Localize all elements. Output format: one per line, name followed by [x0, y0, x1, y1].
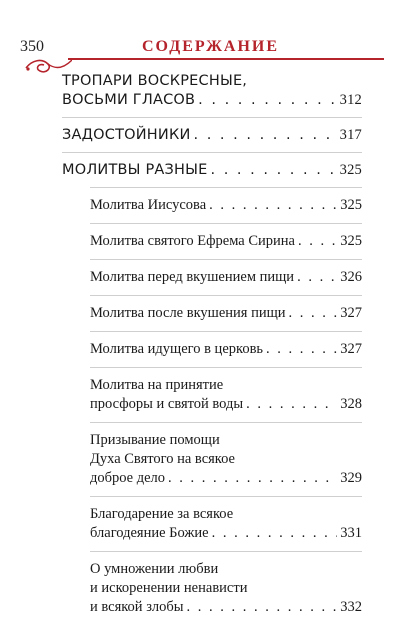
- dot-leader: [198, 91, 336, 110]
- toc-entry-title-line: Благодарение за всякое: [90, 506, 234, 522]
- toc-entry-title-line: просфоры и святой воды: [90, 396, 244, 412]
- toc-entry-title-line: Молитва идущего в церковь: [90, 341, 264, 357]
- toc-page-number: 331: [340, 525, 362, 541]
- toc-entry-title-line: О умножении любви: [90, 561, 219, 577]
- toc-entry-title-line: ТРОПАРИ ВОСКРЕСНЫЕ,: [62, 73, 248, 89]
- entry-divider: [62, 152, 362, 153]
- toc-entry-title-line: Молитва на принятие: [90, 377, 224, 393]
- toc-entry-title-line: Молитва святого Ефрема Сирина: [90, 233, 295, 249]
- toc-entry-title-line: Духа Святого на всякое: [90, 451, 235, 467]
- toc-entry-row: [90, 196, 362, 215]
- toc-entry-title-line: и всякой злобы: [90, 599, 184, 615]
- toc-entry: [62, 304, 362, 331]
- toc-entry: [62, 268, 362, 295]
- toc-entry-title-line: доброе дело: [90, 470, 166, 486]
- dot-leader: [209, 196, 337, 215]
- toc-entry-title-line: Молитва Иисусова: [90, 197, 207, 213]
- toc-entry: [62, 126, 362, 152]
- toc-entry-row: [90, 469, 362, 488]
- toc-page-number: 325: [340, 233, 362, 249]
- toc-entry-title-line: Молитва перед вкушением пищи: [90, 269, 295, 285]
- toc-entry-row: [90, 598, 362, 617]
- entry-divider: [90, 259, 362, 260]
- page-number: 350: [20, 38, 44, 55]
- dot-leader: [168, 469, 337, 488]
- page-title: СОДЕРЖАНИЕ: [142, 38, 280, 55]
- dot-leader: [246, 395, 337, 414]
- toc-entry-row: [90, 395, 362, 414]
- toc-entry-row: [62, 126, 362, 145]
- toc-page-number: 312: [339, 92, 362, 108]
- toc-page-number: 326: [340, 269, 362, 285]
- toc-entry: [62, 560, 362, 625]
- toc-page-number: 327: [340, 305, 362, 321]
- toc-entry: [62, 196, 362, 223]
- toc-entry-row: [90, 340, 362, 359]
- entry-divider: [90, 223, 362, 224]
- toc-page-number: 329: [340, 470, 362, 486]
- dot-leader: [212, 524, 338, 543]
- toc-entry: [62, 505, 362, 551]
- toc-entry-row: [90, 232, 362, 251]
- dot-leader: [211, 161, 337, 180]
- toc-page-number: 317: [339, 127, 362, 143]
- toc-entry: [62, 161, 362, 187]
- toc-entry-title-line: Призывание помощи: [90, 432, 220, 448]
- toc-entry: [62, 376, 362, 422]
- entry-divider: [90, 295, 362, 296]
- toc-entry: [62, 232, 362, 259]
- toc-page-number: 325: [339, 162, 362, 178]
- entry-divider: [62, 117, 362, 118]
- toc-entry-row: [90, 268, 362, 287]
- toc-entry: [62, 72, 362, 117]
- entry-divider: [90, 551, 362, 552]
- dot-leader: [289, 304, 338, 323]
- dot-leader: [297, 268, 337, 287]
- toc-entry-title-line: и искоренении ненависти: [90, 580, 248, 596]
- toc-entry-row: [90, 524, 362, 543]
- toc-page-number: 328: [340, 396, 362, 412]
- toc-page-number: 327: [340, 341, 362, 357]
- toc-entry-title-line: ВОСЬМИ ГЛАСОВ: [62, 92, 196, 108]
- toc-page-number: 325: [340, 197, 362, 213]
- entry-divider: [90, 187, 362, 188]
- entry-divider: [90, 422, 362, 423]
- dot-leader: [266, 340, 337, 359]
- table-of-contents: [62, 72, 362, 625]
- toc-entry-row: [62, 91, 362, 110]
- toc-entry-row: [62, 161, 362, 180]
- entry-divider: [90, 331, 362, 332]
- header-rule: [68, 58, 384, 60]
- toc-entry-title-line: МОЛИТВЫ РАЗНЫЕ: [62, 162, 208, 178]
- dot-leader: [194, 126, 337, 145]
- entry-divider: [90, 367, 362, 368]
- entry-divider: [90, 496, 362, 497]
- toc-entry: [62, 431, 362, 496]
- toc-entry: [62, 340, 362, 367]
- dot-leader: [187, 598, 338, 617]
- dot-leader: [298, 232, 337, 251]
- toc-entry-title-line: Молитва после вкушения пищи: [90, 305, 286, 321]
- toc-page-number: 332: [340, 599, 362, 615]
- toc-entry-row: [90, 304, 362, 323]
- toc-entry-title-line: ЗАДОСТОЙНИКИ: [62, 127, 191, 143]
- toc-entry-title-line: благодеяние Божие: [90, 525, 209, 541]
